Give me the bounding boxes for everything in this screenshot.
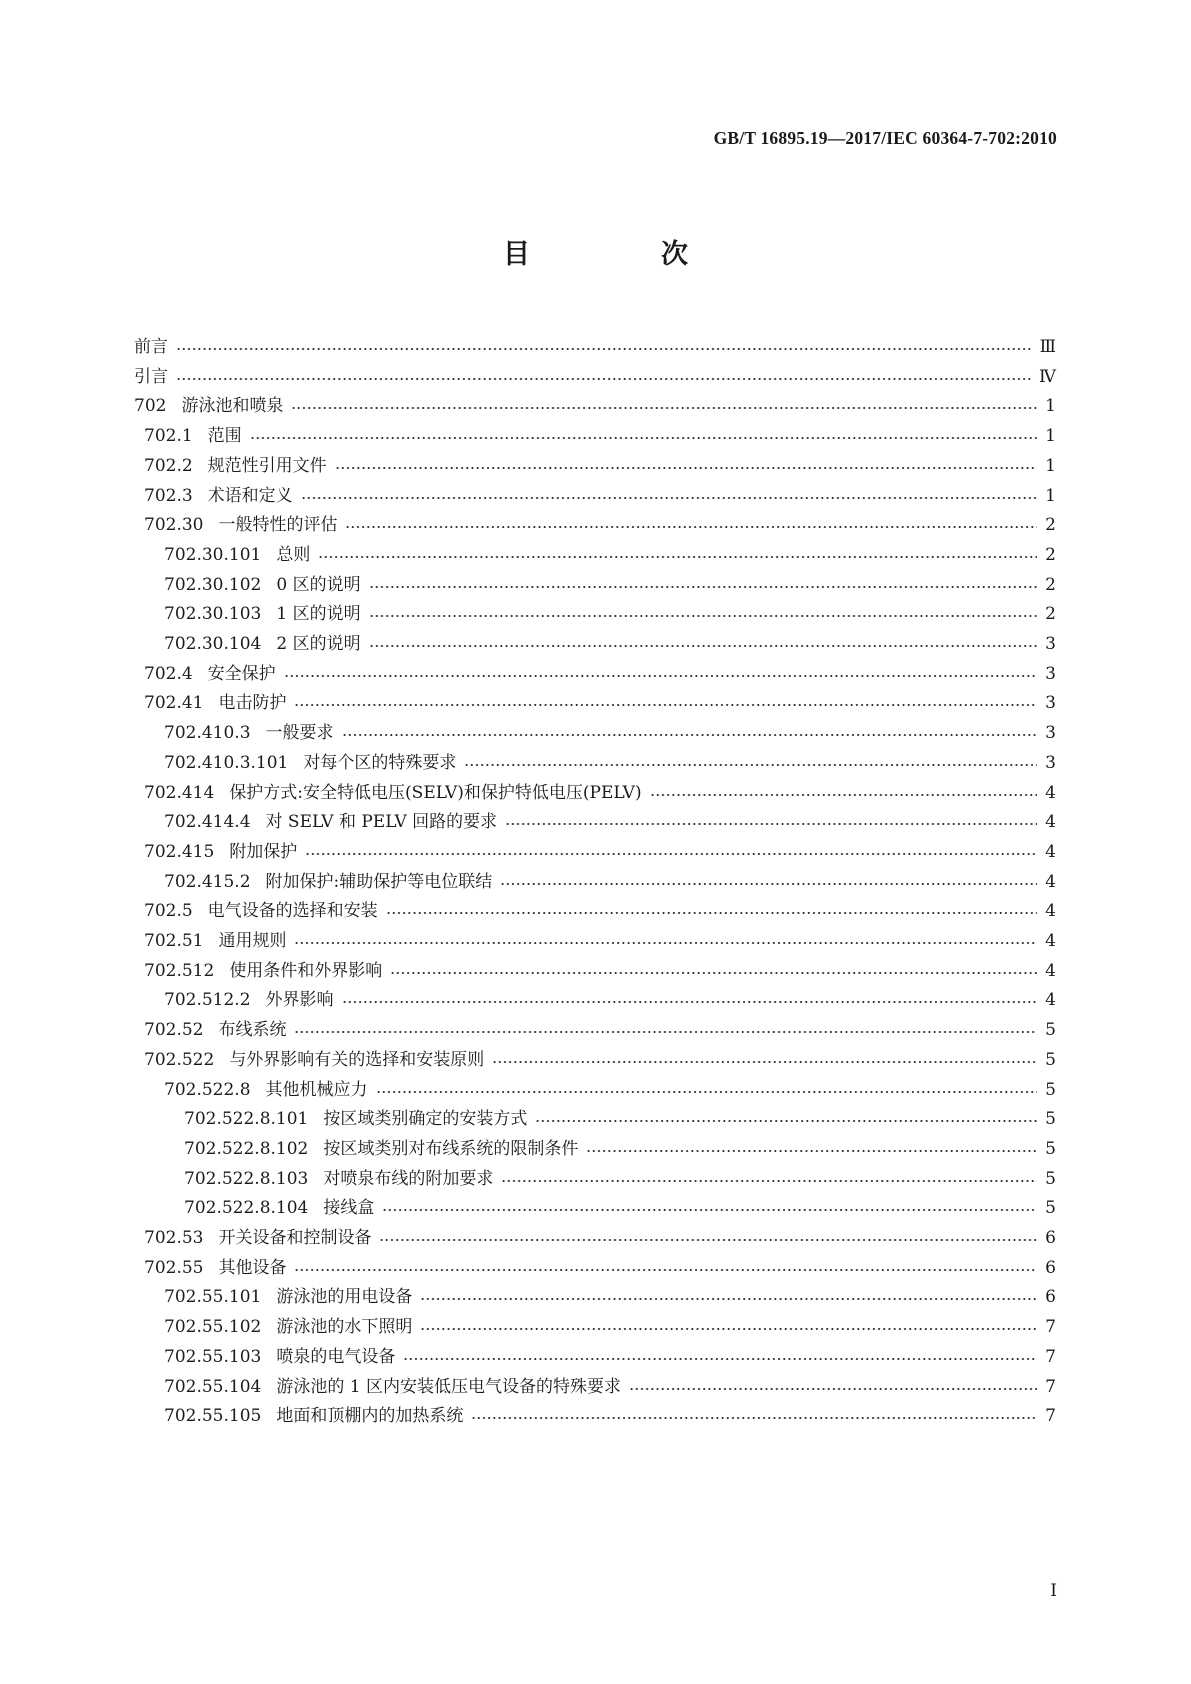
- toc-entry-page: 2: [1045, 515, 1056, 536]
- toc-entry[interactable]: [134, 1047, 1056, 1073]
- toc-entry-page: 4: [1045, 782, 1056, 803]
- dot-leader: [379, 1238, 1037, 1242]
- toc-entry-page: 5: [1045, 1198, 1056, 1219]
- toc-entry-page: 5: [1045, 1049, 1056, 1070]
- toc-entry-number: 702.522.8.102: [184, 1138, 309, 1159]
- dot-leader: [335, 466, 1038, 470]
- toc-entry-number: 702.414: [144, 782, 215, 803]
- toc-entry-page: 4: [1045, 990, 1056, 1011]
- toc-entry-number: 702.30.104: [164, 634, 262, 654]
- toc-entry-number: 702.30: [144, 515, 204, 536]
- toc-entry[interactable]: [134, 1255, 1056, 1281]
- toc-entry[interactable]: [134, 1017, 1056, 1043]
- dot-leader: [492, 1060, 1037, 1064]
- toc-entry-page: 6: [1045, 1287, 1056, 1308]
- toc-entry-page: 3: [1045, 663, 1056, 684]
- toc-entry-page: 3: [1045, 723, 1056, 744]
- toc-entry-number: 702.410.3.101: [164, 752, 289, 773]
- toc-entry-number: 702.522.8.101: [184, 1109, 309, 1130]
- toc-entry-title: 对喷泉布线的附加要求: [323, 1168, 494, 1189]
- toc-entry-title: 引言: [134, 366, 168, 387]
- dot-leader: [650, 793, 1038, 797]
- toc-entry[interactable]: [134, 1225, 1056, 1251]
- toc-entry-title: 喷泉的电气设备: [276, 1346, 396, 1367]
- toc-entry-number: 702.5: [144, 901, 193, 922]
- toc-entry-page: 5: [1045, 1079, 1056, 1100]
- dot-leader: [386, 911, 1038, 915]
- toc-entry-page: 7: [1045, 1346, 1056, 1367]
- page-number: I: [1050, 1581, 1057, 1601]
- toc-entry-number: 702.2: [144, 455, 193, 476]
- toc-entry[interactable]: [134, 1374, 1056, 1400]
- toc-entry[interactable]: [134, 1344, 1056, 1370]
- dot-leader: [505, 822, 1037, 826]
- toc-entry-number: 702.55.104: [164, 1376, 262, 1397]
- dot-leader: [500, 882, 1037, 886]
- toc-entry[interactable]: [134, 364, 1056, 390]
- dot-leader: [420, 1327, 1037, 1331]
- toc-entry-number: 702.55.102: [164, 1317, 262, 1338]
- standard-number-header: GB/T 16895.19—2017/IEC 60364-7-702:2010: [713, 128, 1057, 148]
- toc-entry-page: 6: [1045, 1228, 1056, 1248]
- dot-leader: [294, 1268, 1037, 1272]
- toc-entry-page: 2: [1045, 604, 1056, 625]
- toc-entry-title: 保护方式:安全特低电压(SELV)和保护特低电压(PELV): [229, 782, 642, 803]
- toc-entry-page: 7: [1045, 1317, 1056, 1338]
- dot-leader: [376, 1090, 1038, 1094]
- toc-entry[interactable]: [134, 750, 1056, 776]
- toc-entry-page: 4: [1045, 841, 1056, 862]
- dot-leader: [294, 703, 1037, 707]
- toc-entry[interactable]: [134, 928, 1056, 954]
- toc-entry[interactable]: [134, 720, 1056, 746]
- dot-leader: [301, 496, 1038, 500]
- toc-entry-number: 702.55.101: [164, 1287, 262, 1308]
- toc-entry-title: 安全保护: [207, 663, 276, 684]
- toc-entry-title: 游泳池和喷泉: [181, 396, 284, 417]
- toc-entry-number: 702.30.102: [164, 574, 262, 595]
- toc-entry-title: 地面和顶棚内的加热系统: [276, 1406, 464, 1427]
- dot-leader: [284, 674, 1038, 678]
- toc-entry-number: 702.522.8.104: [184, 1198, 309, 1219]
- toc-entry-page: 4: [1045, 871, 1056, 892]
- toc-entry[interactable]: [134, 1166, 1056, 1192]
- dot-leader: [629, 1387, 1037, 1391]
- toc-entry[interactable]: [134, 958, 1056, 984]
- dot-leader: [342, 733, 1038, 737]
- toc-entry-number: 702.415: [144, 841, 215, 862]
- toc-entry-title: 一般要求: [265, 723, 334, 744]
- toc-entry-page: 1: [1045, 485, 1056, 506]
- toc-entry-page: 3: [1045, 693, 1056, 714]
- toc-entry-title: 0 区的说明: [276, 574, 361, 595]
- dot-leader: [176, 377, 1031, 381]
- toc-entry-page: 5: [1045, 1109, 1056, 1130]
- toc-entry-number: 702.3: [144, 485, 193, 506]
- toc-entry-title: 使用条件和外界影响: [229, 960, 383, 981]
- dot-leader: [294, 941, 1037, 945]
- toc-entry-page: Ⅲ: [1039, 337, 1056, 357]
- toc-entry-title: 附加保护: [229, 841, 298, 862]
- toc-entry-title: 游泳池的 1 区内安装低压电气设备的特殊要求: [276, 1376, 621, 1397]
- toc-entry-number: 702.4: [144, 663, 193, 684]
- toc-entry-page: 2: [1045, 544, 1056, 565]
- dot-leader: [382, 1208, 1037, 1212]
- toc-entry[interactable]: [134, 661, 1056, 687]
- toc-entry-number: 702.522.8: [164, 1079, 251, 1100]
- toc-entry-number: 702.522: [144, 1049, 215, 1070]
- toc-entry-page: 4: [1045, 960, 1056, 981]
- toc-entry-number: 702.53: [144, 1228, 204, 1248]
- toc-entry-number: 702.30.103: [164, 604, 262, 625]
- dot-leader: [369, 644, 1038, 648]
- toc-entry-title: 规范性引用文件: [207, 455, 327, 476]
- toc-entry-number: 702.52: [144, 1020, 204, 1041]
- toc-entry-title: 对 SELV 和 PELV 回路的要求: [265, 812, 498, 833]
- toc-entry-page: 7: [1045, 1406, 1056, 1427]
- toc-entry-page: 1: [1045, 426, 1056, 447]
- toc-entry-page: 4: [1045, 901, 1056, 922]
- toc-entry[interactable]: [134, 898, 1056, 924]
- toc-entry-title: 1 区的说明: [276, 604, 361, 625]
- toc-entry[interactable]: [134, 690, 1056, 716]
- toc-entry-number: 702.512: [144, 960, 215, 981]
- toc-entry[interactable]: [134, 869, 1056, 895]
- toc-entry-page: 6: [1045, 1257, 1056, 1278]
- toc-entry[interactable]: [134, 1195, 1056, 1221]
- toc-entry-page: 3: [1045, 634, 1056, 654]
- toc-entry[interactable]: [134, 1403, 1056, 1429]
- toc-entry-page: 5: [1045, 1168, 1056, 1189]
- toc-entry[interactable]: [134, 987, 1056, 1013]
- dot-leader: [318, 555, 1037, 559]
- toc-entry-title: 按区域类别确定的安装方式: [323, 1109, 528, 1130]
- toc-entry-title: 其他设备: [218, 1257, 287, 1278]
- toc-entry-number: 702: [134, 396, 167, 417]
- toc-entry-number: 702.415.2: [164, 871, 251, 892]
- dot-leader: [250, 436, 1038, 440]
- dot-leader: [403, 1357, 1037, 1361]
- toc-entry-title: 2 区的说明: [276, 634, 361, 654]
- toc-entry-number: 702.55.103: [164, 1346, 262, 1367]
- toc-entry-page: 4: [1045, 812, 1056, 833]
- toc-entry-title: 术语和定义: [207, 485, 293, 506]
- toc-entry[interactable]: [134, 483, 1056, 509]
- toc-entry-page: 5: [1045, 1138, 1056, 1159]
- toc-entry-page: 5: [1045, 1020, 1056, 1041]
- toc-entry[interactable]: [134, 512, 1056, 538]
- toc-entry-title: 一般特性的评估: [218, 515, 338, 536]
- toc-entry-title: 电气设备的选择和安装: [207, 901, 378, 922]
- dot-leader: [471, 1416, 1037, 1420]
- toc-entry-number: 702.55.105: [164, 1406, 262, 1427]
- dot-leader: [501, 1179, 1037, 1183]
- dot-leader: [464, 763, 1037, 767]
- dot-leader: [369, 585, 1038, 589]
- toc-entry[interactable]: [134, 453, 1056, 479]
- toc-entry-page: 2: [1045, 574, 1056, 595]
- dot-leader: [294, 1030, 1037, 1034]
- toc-entry-page: 3: [1045, 752, 1056, 773]
- toc-entry-page: 1: [1045, 455, 1056, 476]
- toc-entry-title: 按区域类别对布线系统的限制条件: [323, 1138, 579, 1159]
- dot-leader: [291, 406, 1037, 410]
- toc-entry[interactable]: [134, 334, 1056, 360]
- toc-entry-number: 702.30.101: [164, 544, 262, 565]
- toc-entry-number: 702.41: [144, 693, 204, 714]
- toc-entry[interactable]: [134, 393, 1056, 419]
- dot-leader: [305, 852, 1037, 856]
- toc-entry-page: Ⅳ: [1039, 366, 1056, 387]
- toc-entry-number: 702.512.2: [164, 990, 251, 1011]
- dot-leader: [420, 1297, 1037, 1301]
- toc-entry-title: 电击防护: [218, 693, 287, 714]
- toc-entry[interactable]: [134, 631, 1056, 657]
- toc-entry[interactable]: [134, 1106, 1056, 1132]
- toc-entry[interactable]: [134, 1077, 1056, 1103]
- toc-entry-number: 702.51: [144, 931, 204, 951]
- toc-entry-number: 702.414.4: [164, 812, 251, 833]
- dot-leader: [586, 1149, 1037, 1153]
- toc-entry-title: 通用规则: [218, 931, 287, 951]
- toc-entry-title: 开关设备和控制设备: [218, 1228, 372, 1248]
- dot-leader: [176, 347, 1032, 351]
- toc-entry-number: 702.522.8.103: [184, 1168, 309, 1189]
- toc-title: 目 次: [503, 239, 740, 270]
- toc-entry[interactable]: [134, 572, 1056, 598]
- toc-entry-page: 4: [1045, 931, 1056, 951]
- toc-entry[interactable]: [134, 1314, 1056, 1340]
- dot-leader: [535, 1119, 1037, 1123]
- toc-entry-title: 游泳池的水下照明: [276, 1317, 413, 1338]
- dot-leader: [345, 525, 1037, 529]
- toc-entry[interactable]: [134, 1136, 1056, 1162]
- toc-entry-title: 对每个区的特殊要求: [303, 752, 457, 773]
- toc-entry[interactable]: [134, 780, 1056, 806]
- toc-entry-title: 外界影响: [265, 990, 334, 1011]
- toc-entry-title: 与外界影响有关的选择和安装原则: [229, 1049, 485, 1070]
- toc-entry-title: 布线系统: [218, 1020, 287, 1041]
- toc-entry[interactable]: [134, 1284, 1056, 1310]
- toc-entry-number: 702.1: [144, 426, 193, 447]
- toc-entry-title: 总则: [276, 544, 311, 565]
- toc-entry[interactable]: [134, 839, 1056, 865]
- toc-entry[interactable]: [134, 601, 1056, 627]
- toc-entry-number: 702.410.3: [164, 723, 251, 744]
- dot-leader: [342, 1000, 1038, 1004]
- toc-entry-title: 范围: [207, 426, 242, 447]
- toc-entry-title: 接线盒: [323, 1198, 375, 1219]
- toc-entry-number: 702.55: [144, 1257, 204, 1278]
- dot-leader: [369, 614, 1038, 618]
- dot-leader: [390, 971, 1037, 975]
- toc-entry-title: 附加保护:辅助保护等电位联结: [265, 871, 493, 892]
- toc-entry-title: 其他机械应力: [265, 1079, 368, 1100]
- toc-entry-page: 7: [1045, 1376, 1056, 1397]
- toc-entry-title: 游泳池的用电设备: [276, 1287, 413, 1308]
- toc-entry-title: 前言: [134, 337, 168, 357]
- toc-entry[interactable]: [134, 809, 1056, 835]
- toc-entry[interactable]: [134, 542, 1056, 568]
- toc-entry[interactable]: [134, 423, 1056, 449]
- toc-entry-page: 1: [1045, 396, 1056, 417]
